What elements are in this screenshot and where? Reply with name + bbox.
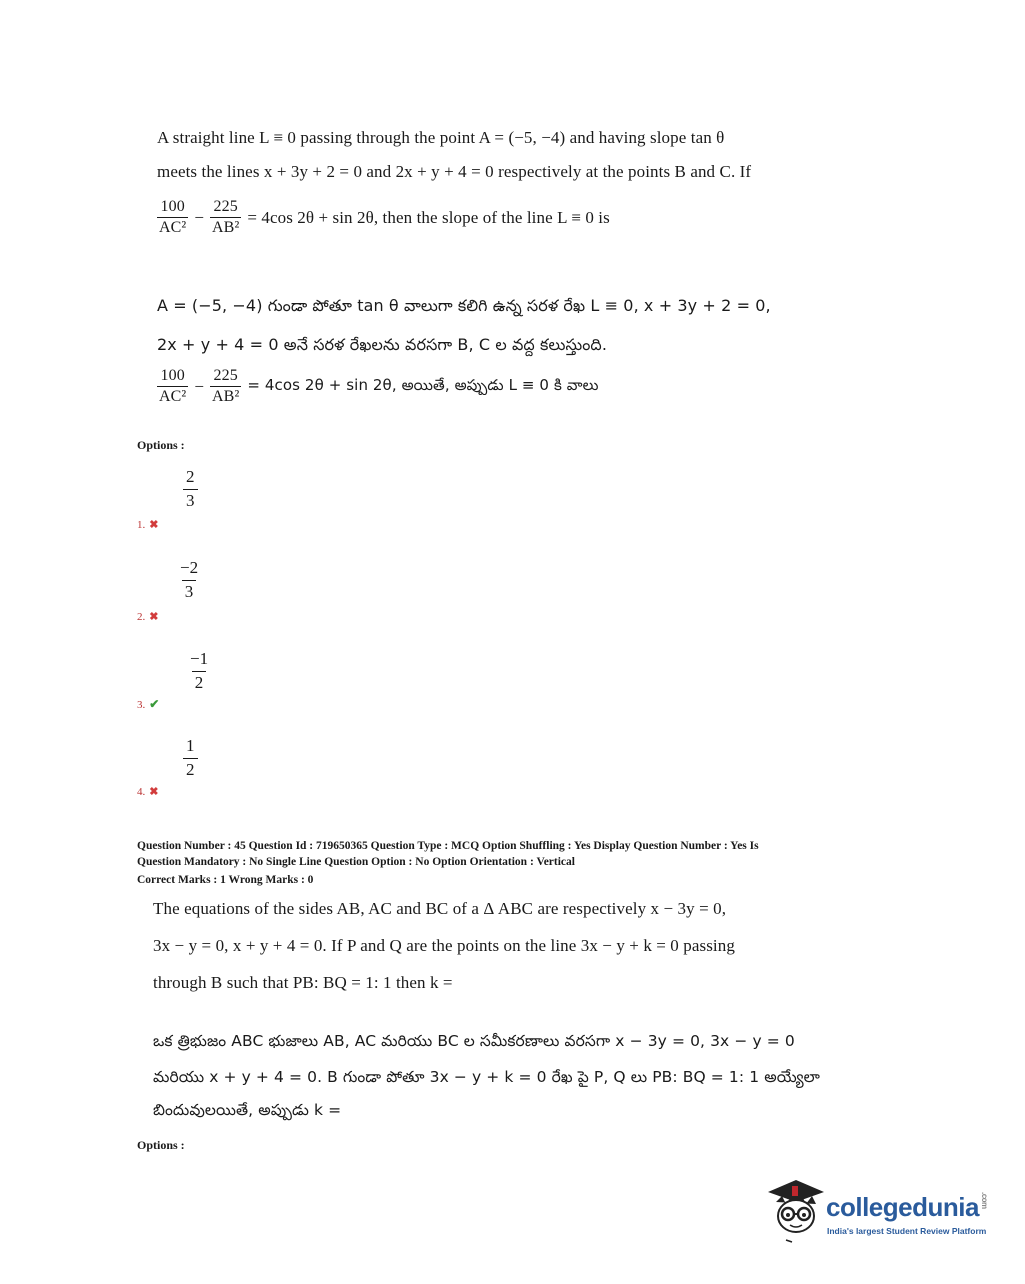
mascot-icon [766,1178,826,1244]
wrong-mark-icon: ✖ [149,611,159,623]
option-3-fraction[interactable]: $\frac{-1}{2}$ [188,648,210,695]
fraction-225-ab2-te: $\frac{225}{\text{AB²}}$ [212,367,240,405]
wrong-mark-icon: ✖ [149,786,159,798]
q44-en-line-1: A straight line L ≡ 0 passing through the point A = (−5, −4) and having slope tan θ [157,128,725,147]
q44-te-line-3: $\frac{100}{\text{AC²}}$ − $\frac{225}{\text{AB²}}$ = 4cos 2θ + sin 2θ, అయితే, అప్పుడు L ≡ 0 కి వాలు [159,367,599,405]
q45-meta-line-1: Question Number : 45 Question Id : 719650365 Question Type : MCQ Option Shuffling : Yes Display Question Number : Yes Is [137,840,759,852]
logo-tagline: India's largest Student Review Platform [827,1226,987,1236]
q44-en-line-2: meets the lines x + 3y + 2 = 0 and 2x + y + 4 = 0 respectively at the points B and C. If [157,162,752,181]
q44-te-line-1: A = (−5, −4) గుండా పోతూ tan θ వాలుగా కలిగి ఉన్న సరళ రేఖ L ≡ 0, x + 3y + 2 = 0, [157,296,771,315]
q45-te-line-3: బిందువులయితే, అప్పుడు k = [153,1101,342,1119]
option-2-label[interactable]: 2. ✖ [137,611,159,623]
fraction-100-ac2: $\frac{100}{\text{AC²}}$ [159,198,187,236]
fraction-225-ab2: $\frac{225}{\text{AB²}}$ [212,198,240,236]
option-3-label[interactable]: 3. ✔ [137,697,160,711]
q44-options-label: Options : [137,438,185,452]
option-1-fraction[interactable]: $\frac{2}{3}$ [183,466,198,513]
q44-en-line-3: $\frac{100}{\text{AC²}}$ − $\frac{225}{\text{AB²}}$ = 4cos 2θ + sin 2θ, then the slope of the line L ≡ 0 is [159,198,610,236]
check-mark-icon: ✔ [149,697,160,711]
q45-en-line-3: through B such that PB: BQ = 1: 1 then k = [153,973,453,992]
fraction-100-ac2-te: $\frac{100}{\text{AC²}}$ [159,367,187,405]
collegedunia-logo[interactable] [766,1178,996,1248]
option-4-label[interactable]: 4. ✖ [137,786,159,798]
q45-en-line-2: 3x − y = 0, x + y + 4 = 0. If P and Q are the points on the line 3x − y + k = 0 passing [153,936,735,955]
q45-en-line-1: The equations of the sides AB, AC and BC of a Δ ABC are respectively x − 3y = 0, [153,899,727,918]
option-2-fraction[interactable]: $\frac{-2}{3}$ [178,557,200,604]
option-4-fraction[interactable]: $\frac{1}{2}$ [183,735,198,782]
q45-te-line-1: ఒక త్రిభుజం ABC భుజాలు AB, AC మరియు BC ల సమీకరణాలు వరసగా x − 3y = 0, 3x − y = 0 [153,1032,795,1050]
q45-te-line-2: మరియు x + y + 4 = 0. B గుండా పోతూ 3x − y + k = 0 రేఖ పై P, Q లు PB: BQ = 1: 1 అయ్యేలా [153,1068,821,1086]
q44-te-line-2: 2x + y + 4 = 0 అనే సరళ రేఖలను వరసగా B, C ల వద్ద కలుస్తుంది. [157,335,608,354]
q45-options-label: Options : [137,1138,185,1152]
logo-wordmark: collegedunia.com [826,1192,989,1222]
wrong-mark-icon: ✖ [149,519,159,531]
q45-meta-line-2: Question Mandatory : No Single Line Question Option : No Option Orientation : Vertical [137,856,575,868]
option-1-label[interactable]: 1. ✖ [137,519,159,531]
q45-meta-line-3: Correct Marks : 1 Wrong Marks : 0 [137,874,314,886]
